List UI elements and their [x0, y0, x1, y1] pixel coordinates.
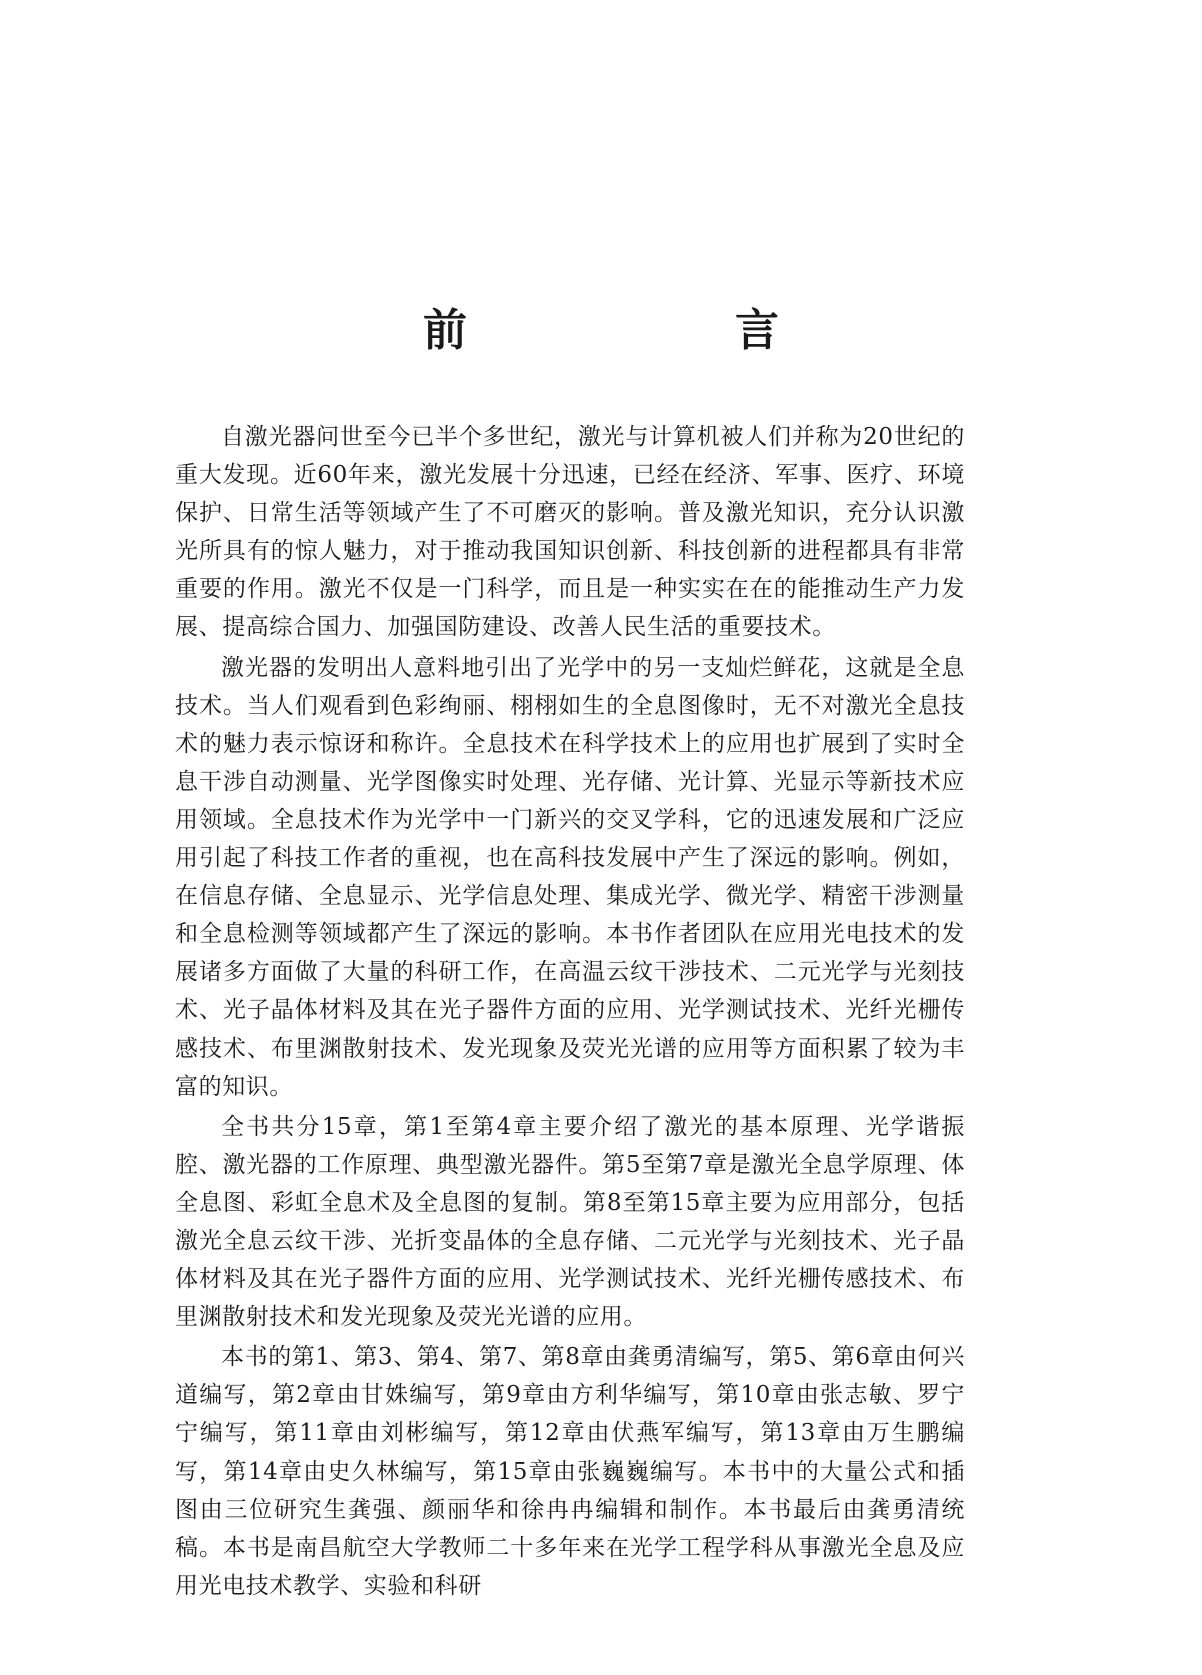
- paragraph-2: 激光器的发明出人意料地引出了光学中的另一支灿烂鲜花，这就是全息技术。当人们观看到色彩绚丽、栩栩如生的全息图像时，无不对激光全息技术的魅力表示惊讶和称许。全息技术在科学技术上的应用也扩展到了实时全息干涉自动测量、光学图像实时处理、光存储、光计算、光显示等新技术应用领域。全息技术作为光学中一门新兴的交叉学科，它的迅速发展和广泛应用引起了科技工作者的重视，也在高科技发展中产生了深远的影响。例如，在信息存储、全息显示、光学信息处理、集成光学、微光学、精密干涉测量和全息检测等领域都产生了深远的影响。本书作者团队在应用光电技术的发展诸多方面做了大量的科研工作，在高温云纹干涉技术、二元光学与光刻技术、光子晶体材料及其在光子器件方面的应用、光学测试技术、光纤光栅传感技术、布里渊散射技术、发光现象及荧光光谱的应用等方面积累了较为丰富的知识。: [175, 654, 965, 1100]
- paragraph-4: 本书的第1、第3、第4、第7、第8章由龚勇清编写，第5、第6章由何兴道编写，第2章由甘姝编写，第9章由方利华编写，第10章由张志敏、罗宁宁编写，第11章由刘彬编写，第12章由伏燕军编写，第13章由万生鹏编写，第14章由史久林编写，第15章由张巍巍编写。本书中的大量公式和插图由三位研究生龚强、颜丽华和徐冉冉编辑和制作。本书最后由龚勇清统稿。本书是南昌航空大学教师二十多年来在光学工程学科从事激光全息及应用光电技术教学、实验和科研: [175, 1344, 965, 1599]
- paragraph-3: 全书共分15章，第1至第4章主要介绍了激光的基本原理、光学谐振腔、激光器的工作原理、典型激光器件。第5至第7章是激光全息学原理、体全息图、彩虹全息术及全息图的复制。第8至第15章主要为应用部分，包括激光全息云纹干涉、光折变晶体的全息存储、二元光学与光刻技术、光子晶体材料及其在光子器件方面的应用、光学测试技术、光纤光栅传感技术、布里渊散射技术和发光现象及荧光光谱的应用。: [175, 1113, 965, 1331]
- page-title: 前 言: [423, 305, 839, 357]
- paragraph-1: 自激光器问世至今已半个多世纪，激光与计算机被人们并称为20世纪的重大发现。近60年来，激光发展十分迅速，已经在经济、军事、医疗、环境保护、日常生活等领域产生了不可磨灭的影响。普及激光知识，充分认识激光所具有的惊人魅力，对于推动我国知识创新、科技创新的进程都具有非常重要的作用。激光不仅是一门科学，而且是一种实实在在的能推动生产力发展、提高综合国力、加强国防建设、改善人民生活的重要技术。: [175, 424, 965, 641]
- body-text: [175, 418, 965, 1607]
